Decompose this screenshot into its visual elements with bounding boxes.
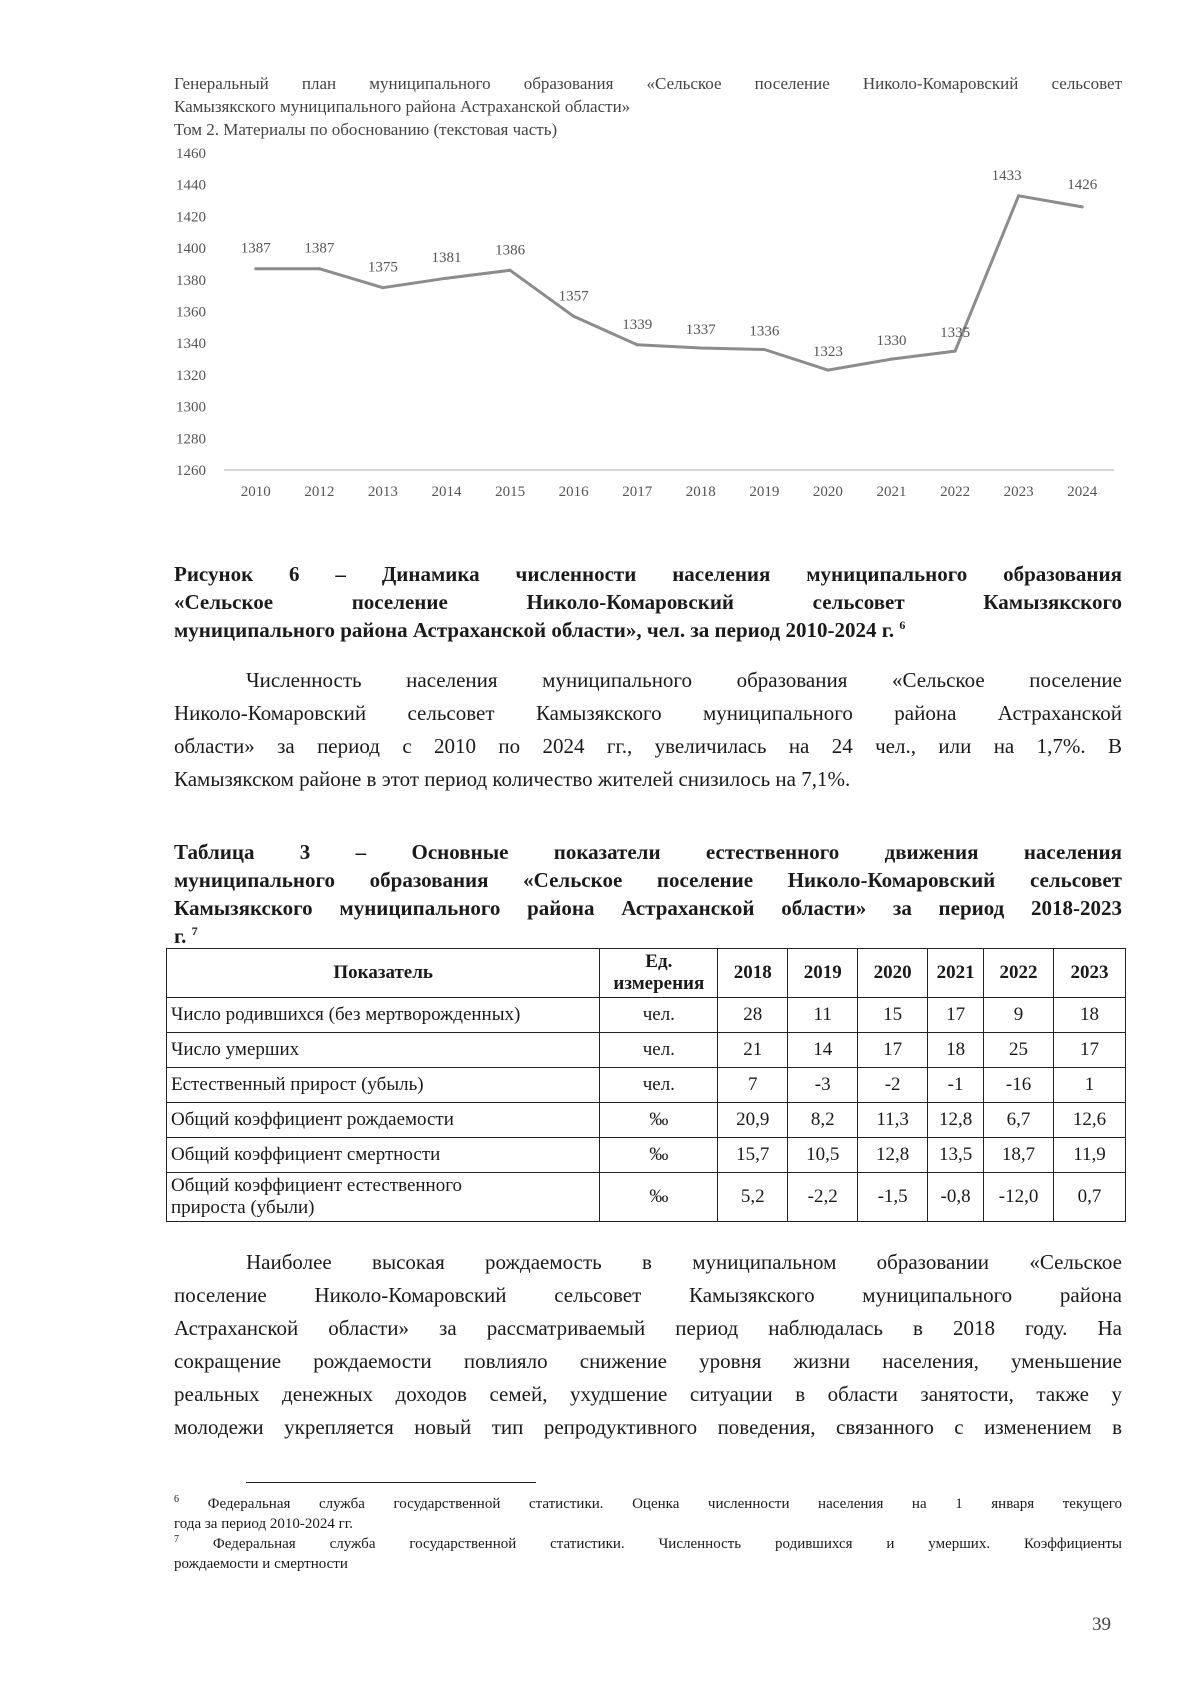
data-label: 1330 [876, 333, 907, 350]
column-header: 2023 [1054, 949, 1126, 998]
data-label: 1337 [685, 321, 716, 338]
x-tick-label: 2017 [622, 484, 653, 500]
data-label: 1386 [495, 242, 526, 259]
data-point [636, 343, 639, 346]
x-tick-label: 2021 [876, 484, 907, 500]
figure-caption-line: Рисунок 6 – Динамика численности населения муниципального образования [174, 562, 1122, 586]
data-label: 1381 [431, 250, 462, 267]
value-cell: 18,7 [984, 1138, 1054, 1173]
value-cell: 7 [718, 1068, 788, 1103]
column-header: 2018 [718, 949, 788, 998]
value-cell: 25 [984, 1033, 1054, 1068]
data-point [509, 269, 512, 272]
column-header: Показатель [167, 949, 600, 998]
table-caption-line: г. $^7$ [174, 924, 198, 948]
paragraph-line: сокращение рождаемости повлияло снижение уровня жизни населения, уменьшение [174, 1349, 1122, 1373]
x-tick-label: 2012 [304, 484, 335, 500]
y-tick-label: 1440 [176, 177, 206, 194]
data-point [445, 277, 448, 280]
header-line: Камызякского муниципального района Астраханской области» [174, 97, 631, 116]
data-label: 1387 [304, 240, 335, 257]
y-tick-label: 1420 [176, 209, 206, 226]
y-tick-label: 1340 [176, 336, 206, 353]
y-tick-label: 1320 [176, 367, 206, 384]
value-cell: 18 [928, 1033, 984, 1068]
row-label: Естественный прирост (убыль) [167, 1068, 600, 1103]
x-tick-label: 2019 [749, 484, 780, 500]
column-header: 2022 [984, 949, 1054, 998]
value-cell: -2,2 [788, 1173, 858, 1222]
data-point [572, 315, 575, 318]
value-cell: 1 [1054, 1068, 1126, 1103]
value-cell: 8,2 [788, 1103, 858, 1138]
x-tick-label: 2020 [812, 484, 843, 500]
table-row [167, 1068, 1126, 1103]
footnote-line: года за период 2010-2024 гг. [174, 1516, 353, 1532]
y-tick-label: 1280 [176, 431, 206, 448]
data-point [254, 267, 257, 270]
value-cell: 9 [984, 998, 1054, 1033]
paragraph-line: реальных денежных доходов семей, ухудшение ситуации в области занятости, также у [174, 1382, 1122, 1406]
figure-caption-line: муниципального района Астраханской области», чел. за период 2010-2024 г. $^6$ [174, 618, 906, 642]
paragraph-line: Астраханской области» за рассматриваемый период наблюдалась в 2018 году. На [174, 1316, 1122, 1340]
footnote-separator [246, 1482, 536, 1483]
x-tick-label: 2015 [495, 484, 526, 500]
footnote-ref: 6 [899, 618, 906, 632]
page-number: 39 [1092, 1614, 1111, 1635]
table-header-row [167, 949, 1126, 998]
value-cell: -1 [928, 1068, 984, 1103]
table-caption-line: муниципального образования «Сельское поселение Николо-Комаровский сельсовет [174, 868, 1122, 892]
unit-cell: чел. [600, 1068, 718, 1103]
unit-cell: ‰ [600, 1138, 718, 1173]
table-caption-line: Таблица 3 – Основные показатели естественного движения населения [174, 840, 1122, 864]
header-volume-line: Том 2. Материалы по обоснованию (текстовая часть) [174, 120, 558, 139]
value-cell: -12,0 [984, 1173, 1054, 1222]
value-cell: 12,6 [1054, 1103, 1126, 1138]
data-label: 1357 [558, 288, 589, 305]
footnote-line: рождаемости и смертности [174, 1556, 348, 1572]
x-tick-label: 2018 [685, 484, 716, 500]
footnote-ref: 7 [191, 924, 198, 938]
value-cell: 11,9 [1054, 1138, 1126, 1173]
header-line: Генеральный план муниципального образования «Сельское поселение Николо-Комаровский сельсовет [174, 74, 1122, 93]
population-series-line [256, 196, 1082, 370]
y-tick-label: 1380 [176, 272, 206, 289]
value-cell: 10,5 [788, 1138, 858, 1173]
data-label: 1433 [991, 167, 1022, 184]
unit-cell: ‰ [600, 1103, 718, 1138]
table-caption [174, 838, 1122, 950]
data-point [1017, 194, 1020, 197]
paragraph-line: поселение Николо-Комаровский сельсовет Камызякского муниципального района [174, 1283, 1122, 1307]
value-cell: 6,7 [984, 1103, 1054, 1138]
figure-caption-line: «Сельское поселение Николо-Комаровский сельсовет Камызякского [174, 590, 1122, 614]
column-header: 2020 [858, 949, 928, 998]
data-point [826, 369, 829, 372]
column-header: 2021 [928, 949, 984, 998]
paragraph-line: Николо-Комаровский сельсовет Камызякского муниципального района Астраханской [174, 701, 1122, 725]
value-cell: 21 [718, 1033, 788, 1068]
data-point [954, 350, 957, 353]
footnote-line: $^7$ Федеральная служба государственной статистики. Численность родившихся и умерших. Коэффициенты [174, 1534, 1122, 1552]
row-label: Число родившихся (без мертворожденных) [167, 998, 600, 1033]
natural-movement-table [166, 948, 1126, 1222]
value-cell: 11,3 [858, 1103, 928, 1138]
table-row [167, 998, 1126, 1033]
paragraph-population [174, 664, 1122, 796]
data-label: 1387 [240, 240, 271, 257]
x-tick-label: 2022 [940, 484, 971, 500]
value-cell: 12,8 [928, 1103, 984, 1138]
table-caption-line: Камызякского муниципального района Астраханской области» за период 2018-2023 [174, 896, 1122, 920]
data-label: 1335 [940, 325, 971, 342]
value-cell: 17 [1054, 1033, 1126, 1068]
row-label: Общий коэффициент естественного прироста (убыли) [167, 1173, 600, 1222]
footnote-line: $^6$ Федеральная служба государственной статистики. Оценка численности населения на 1 января текущего [174, 1494, 1123, 1512]
paragraph-line: области» за период с 2010 по 2024 гг., увеличилась на 24 чел., или на 1,7%. В [174, 734, 1122, 758]
figure-caption [174, 560, 1122, 644]
paragraph-birth-rate [174, 1246, 1122, 1444]
y-tick-label: 1460 [176, 148, 206, 162]
column-header: 2019 [788, 949, 858, 998]
paragraph-line: Наиболее высокая рождаемость в муниципальном образовании «Сельское [246, 1250, 1122, 1274]
x-tick-label: 2013 [367, 484, 398, 500]
unit-cell: ‰ [600, 1173, 718, 1222]
unit-cell: чел. [600, 998, 718, 1033]
paragraph-line: Численность населения муниципального образования «Сельское поселение [246, 668, 1122, 692]
y-tick-label: 1300 [176, 399, 206, 416]
data-label: 1336 [749, 323, 780, 340]
value-cell: 15,7 [718, 1138, 788, 1173]
value-cell: 5,2 [718, 1173, 788, 1222]
data-point [381, 286, 384, 289]
table-row [167, 1173, 1126, 1222]
value-cell: 17 [858, 1033, 928, 1068]
row-label: Общий коэффициент смертности [167, 1138, 600, 1173]
table-row [167, 1033, 1126, 1068]
x-tick-label: 2024 [1067, 484, 1098, 500]
x-tick-label: 2010 [240, 484, 271, 500]
value-cell: 11 [788, 998, 858, 1033]
value-cell: -0,8 [928, 1173, 984, 1222]
data-point [699, 346, 702, 349]
y-tick-label: 1360 [176, 304, 206, 321]
value-cell: 14 [788, 1033, 858, 1068]
row-label: Общий коэффициент рождаемости [167, 1103, 600, 1138]
column-header: Ед. измерения [600, 949, 718, 998]
data-label: 1323 [812, 344, 843, 361]
value-cell: 17 [928, 998, 984, 1033]
value-cell: 13,5 [928, 1138, 984, 1173]
table-row [167, 1103, 1126, 1138]
value-cell: -3 [788, 1068, 858, 1103]
footnotes [174, 1494, 1122, 1574]
value-cell: 20,9 [718, 1103, 788, 1138]
paragraph-line: молодежи укрепляется новый тип репродуктивного поведения, связанного с изменением в [174, 1415, 1122, 1439]
data-point [890, 358, 893, 361]
data-label: 1375 [367, 259, 398, 276]
row-label: Число умерших [167, 1033, 600, 1068]
value-cell: 12,8 [858, 1138, 928, 1173]
value-cell: 0,7 [1054, 1173, 1126, 1222]
y-tick-label: 1400 [176, 241, 206, 258]
x-tick-label: 2016 [558, 484, 589, 500]
data-label: 1426 [1067, 176, 1098, 193]
unit-cell: чел. [600, 1033, 718, 1068]
table-row [167, 1138, 1126, 1173]
x-tick-label: 2014 [431, 484, 462, 500]
population-line-chart [174, 148, 1122, 553]
data-point [763, 348, 766, 351]
data-point [1081, 205, 1084, 208]
value-cell: -2 [858, 1068, 928, 1103]
value-cell: 15 [858, 998, 928, 1033]
value-cell: -1,5 [858, 1173, 928, 1222]
value-cell: -16 [984, 1068, 1054, 1103]
value-cell: 28 [718, 998, 788, 1033]
paragraph-line: Камызякском районе в этот период количество жителей снизилось на 7,1%. [174, 767, 851, 791]
y-tick-label: 1260 [176, 463, 206, 479]
x-tick-label: 2023 [1003, 484, 1034, 500]
data-label: 1339 [622, 316, 653, 333]
data-point [318, 267, 321, 270]
value-cell: 18 [1054, 998, 1126, 1033]
page-header [174, 72, 1122, 141]
